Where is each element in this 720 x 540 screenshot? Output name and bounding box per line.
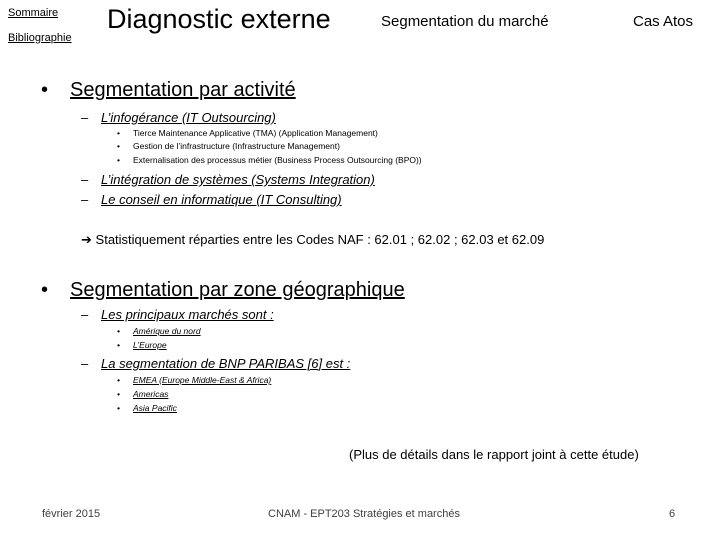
activity-heading: • Segmentation par activité	[41, 79, 296, 101]
case-title: Cas Atos	[633, 13, 694, 30]
page-title: Diagnostic externe	[107, 4, 331, 34]
activity-sub-item: • Tierce Maintenance Applicative (TMA) (Application Management)	[117, 128, 378, 138]
bullet-icon: •	[117, 389, 120, 399]
footer-date: février 2015	[42, 508, 101, 520]
activity-item[interactable]: – Le conseil en informatique (IT Consulting)	[81, 192, 342, 207]
bullet-icon: •	[117, 155, 120, 165]
bibliography-link[interactable]: Bibliographie	[8, 32, 72, 44]
arrow-right-icon: ➔	[81, 232, 92, 247]
activity-item[interactable]: – L’infogérance (IT Outsourcing)	[81, 110, 276, 125]
bullet-icon: •	[41, 79, 49, 101]
dash-icon: –	[81, 307, 89, 322]
bullet-icon: •	[117, 340, 120, 350]
bullet-icon: •	[41, 279, 49, 301]
markets-label[interactable]: – Les principaux marchés sont :	[81, 307, 274, 322]
market-item[interactable]: • L’Europe	[117, 340, 167, 350]
bullet-icon: •	[117, 326, 120, 336]
activity-sub-item: • Externalisation des processus métier (Business Process Outsourcing (BPO))	[117, 155, 422, 165]
market-item[interactable]: • Amérique du nord	[117, 326, 201, 336]
bullet-icon: •	[117, 375, 120, 385]
bnp-label[interactable]: – La segmentation de BNP PARIBAS [6] est :	[81, 356, 351, 371]
details-note: (Plus de détails dans le rapport joint à cette étude)	[349, 447, 639, 462]
dash-icon: –	[81, 356, 89, 371]
dash-icon: –	[81, 110, 89, 125]
geo-heading: • Segmentation par zone géographique	[41, 279, 405, 301]
page-number: 6	[669, 508, 676, 520]
bnp-item[interactable]: • EMEA (Europe Middle-East & Africa)	[117, 375, 272, 385]
activity-conclusion: ➔ Statistiquement réparties entre les Codes NAF : 62.01 ; 62.02 ; 62.03 et 62.09	[81, 232, 545, 247]
dash-icon: –	[81, 172, 89, 187]
section-title: Segmentation du marché	[381, 13, 549, 30]
activity-item[interactable]: – L’intégration de systèmes (Systems Integration)	[81, 172, 375, 187]
bnp-item[interactable]: • Americas	[117, 389, 169, 399]
activity-sub-item: • Gestion de l’infrastructure (Infrastructure Management)	[117, 141, 340, 151]
dash-icon: –	[81, 192, 89, 207]
footer-course: CNAM - EPT203 Stratégies et marchés	[268, 508, 460, 520]
summary-link[interactable]: Sommaire	[8, 7, 59, 19]
bullet-icon: •	[117, 141, 120, 151]
bnp-item[interactable]: • Asia Pacific	[117, 403, 177, 413]
bullet-icon: •	[117, 128, 120, 138]
bullet-icon: •	[117, 403, 120, 413]
